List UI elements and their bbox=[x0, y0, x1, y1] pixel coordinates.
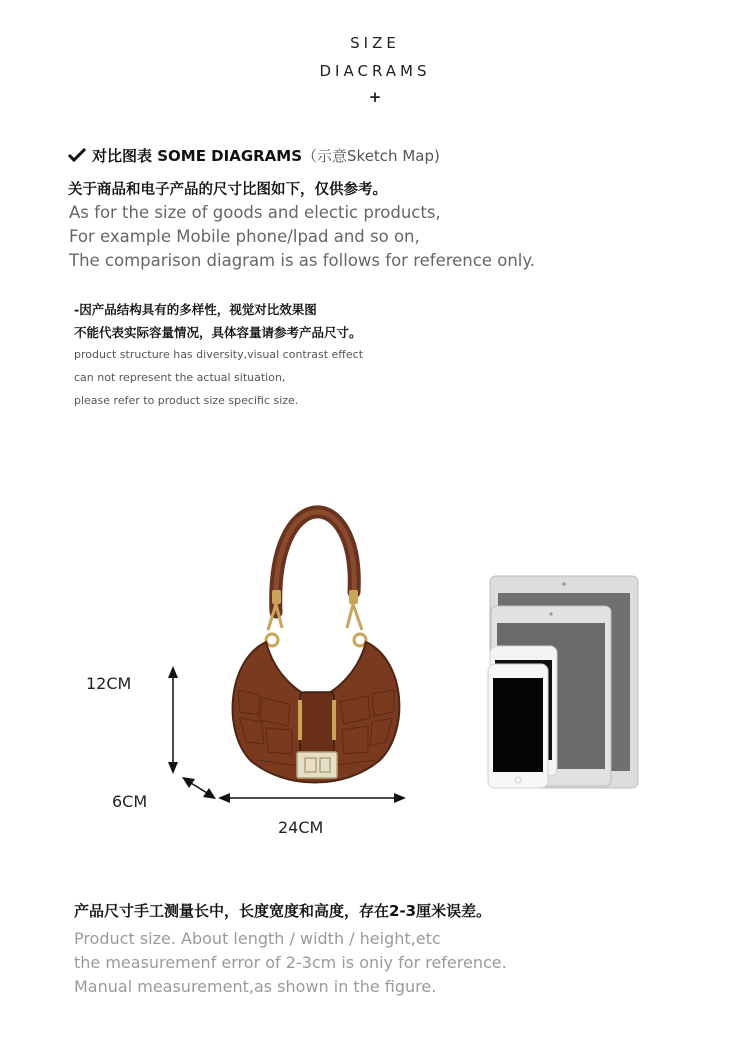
section-title-bold: 对比图表 SOME DIAGRAMS bbox=[92, 147, 303, 165]
height-arrow bbox=[168, 666, 178, 774]
section-en-line-3: The comparison diagram is as follows for reference only. bbox=[69, 251, 536, 270]
bag-lock bbox=[297, 752, 337, 778]
checkmark-icon bbox=[68, 148, 86, 162]
handle-clasp-left bbox=[272, 590, 281, 604]
header-line-size: SIZE bbox=[350, 34, 400, 52]
section-en-line-2: For example Mobile phone/lpad and so on, bbox=[69, 227, 420, 246]
dimension-depth-label: 6CM bbox=[112, 792, 148, 811]
footer-en-line-1: Product size. About length / width / height,etc bbox=[74, 929, 441, 948]
note-zh-line-2: 不能代表实际容量情况，具体容量请参考产品尺寸。 bbox=[74, 325, 362, 340]
dimension-width-label: 24CM bbox=[278, 818, 324, 837]
handle-chain-right bbox=[347, 604, 362, 630]
small-phone bbox=[488, 664, 548, 788]
section-en-line-1: As for the size of goods and electic products, bbox=[69, 203, 441, 222]
dimension-height-label: 12CM bbox=[86, 674, 132, 693]
section-zh-line: 关于商品和电子产品的尺寸比图如下，仅供参考。 bbox=[68, 182, 387, 198]
note-en-line-1: product structure has diversity,visual contrast effect bbox=[74, 348, 364, 361]
note-en-line-3: please refer to product size specific size. bbox=[74, 394, 299, 407]
handle-clasp-right bbox=[349, 590, 358, 604]
footer-en-line-2: the measuremenf error of 2-3cm is oniy for reference. bbox=[74, 953, 507, 972]
header-line-diagrams: DIACRAMS bbox=[319, 62, 431, 80]
footer-zh-line: 产品尺寸手工测量长中，长度宽度和高度，存在2-3厘米误差。 bbox=[74, 902, 492, 920]
footer-en-line-3: Manual measurement,as shown in the figure. bbox=[74, 977, 437, 996]
note-zh-line-1: -因产品结构具有的多样性，视觉对比效果图 bbox=[74, 302, 317, 317]
header-plus: + bbox=[368, 88, 382, 106]
note-en-line-2: can not represent the actual situation, bbox=[74, 371, 286, 384]
section-title bbox=[68, 145, 440, 166]
section-title-sub: （示意Sketch Map) bbox=[302, 147, 440, 165]
width-arrow bbox=[218, 793, 406, 803]
depth-arrow bbox=[182, 777, 216, 799]
